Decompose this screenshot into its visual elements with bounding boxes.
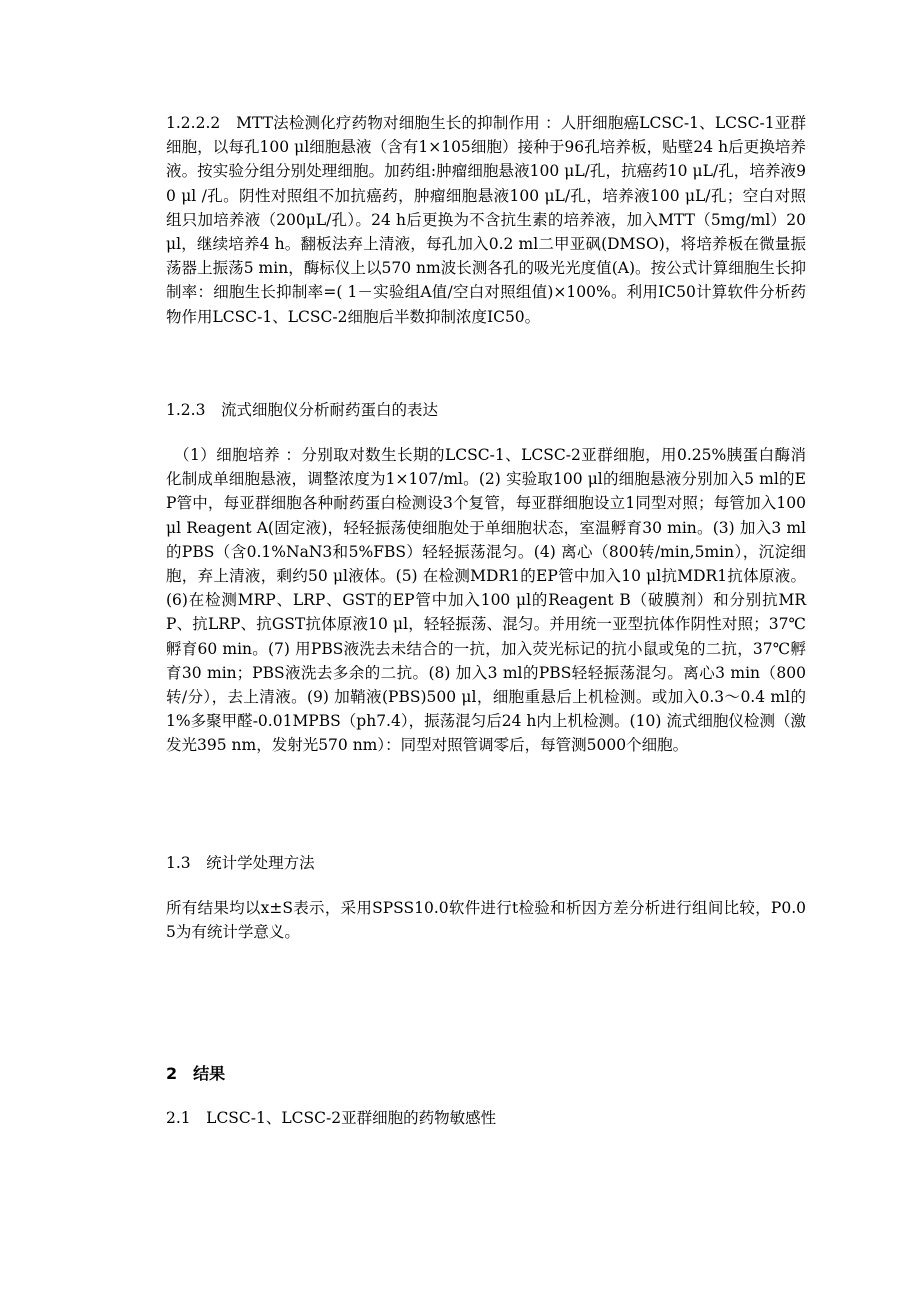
heading-1-3: 1.3 统计学处理方法 <box>166 854 315 872</box>
heading-1-2-3: 1.2.3 流式细胞仪分析耐药蛋白的表达 <box>166 401 438 419</box>
paragraph-flow-cytometry: （1）细胞培养 ：分别取对数生长期的LCSC-1、LCSC-2亚群细胞，用0.25%胰蛋白酶消化制成单细胞悬液，调整浓度为1×107/ml。(2) 实验取100 μl的细胞悬液分别加入5 ml的EP管中，每亚群细胞各种耐药蛋白检测设3个复管，每亚群细胞设立1同型对照；每管加入100 μl Reagent A(固定液)，轻轻振荡使细胞处于单细胞状态，室温孵育30 min。(3) 加入3 ml的PBS（含0.1%NaN3和5%FBS）轻轻振荡混匀。(4) 离心（800转/min,5min），沉淀细胞，弃上清液，剩约50 μl液体。(5) 在检测MDR1的EP管中加入10 μl抗MDR1抗体原液。(6)在检测MRP、LRP、GST的EP管中加入100 μl的Reagent B（破膜剂）和分别抗MRP、抗LRP、抗GST抗体原液10 μl，轻轻振荡、混匀。并用统一亚型抗体作阴性对照；37℃孵育60 min。(7) 用PBS液洗去未结合的一抗，加入荧光标记的抗小鼠或兔的二抗，37℃孵育30 min；PBS液洗去多余的二抗。(8) 加入3 ml的PBS轻轻振荡混匀。离心3 min（800转/分），去上清液。(9) 加鞘液(PBS)500 μl，细胞重悬后上机检测。或加入0.3～0.4 ml的1%多聚甲醛-0.01MPBS（ph7.4），振荡混匀后24 h内上机检测。(10) 流式细胞仪检测（激发光395 nm，发射光570 nm）：同型对照管调零后，每管测5000个细胞。 <box>166 446 806 755</box>
heading-2-1: 2.1 LCSC-1、LCSC-2亚群细胞的药物敏感性 <box>166 1109 497 1127</box>
heading-results: 2 结果 <box>166 1064 226 1083</box>
paragraph-statistics: 所有结果均以x±S表示，采用SPSS10.0软件进行t检验和析因方差分析进行组间比较，P0.05为有统计学意义。 <box>166 899 806 942</box>
paragraph-mtt-method: 1.2.2.2 MTT法检测化疗药物对细胞生长的抑制作用 ：人肝细胞癌LCSC-1、LCSC-1亚群细胞，以每孔100 μl细胞悬液（含有1×105细胞）接种于96孔培养板，贴壁24 h后更换培养液。按实验分组分别处理细胞。加药组:肿瘤细胞悬液100 μL/孔，抗癌药10 μL/孔，培养液90 μl /孔。阴性对照组不加抗癌药，肿瘤细胞悬液100 μL/孔，培养液100 μL/孔；空白对照组只加培养液（200μL/孔）。24 h后更换为不含抗生素的培养液，加入MTT（5mg/ml）20 μl，继续培养4 h。翻板法弃上清液，每孔加入0.2 ml二甲亚砜(DMSO)，将培养板在微量振荡器上振荡5 min，酶标仪上以570 nm波长测各孔的吸光光度值(A)。按公式计算细胞生长抑制率：细胞生长抑制率=( 1－实验组A值/空白对照组值)×100%。利用IC50计算软件分析药物作用LCSC-1、LCSC-2细胞后半数抑制浓度IC50。 <box>166 114 806 326</box>
